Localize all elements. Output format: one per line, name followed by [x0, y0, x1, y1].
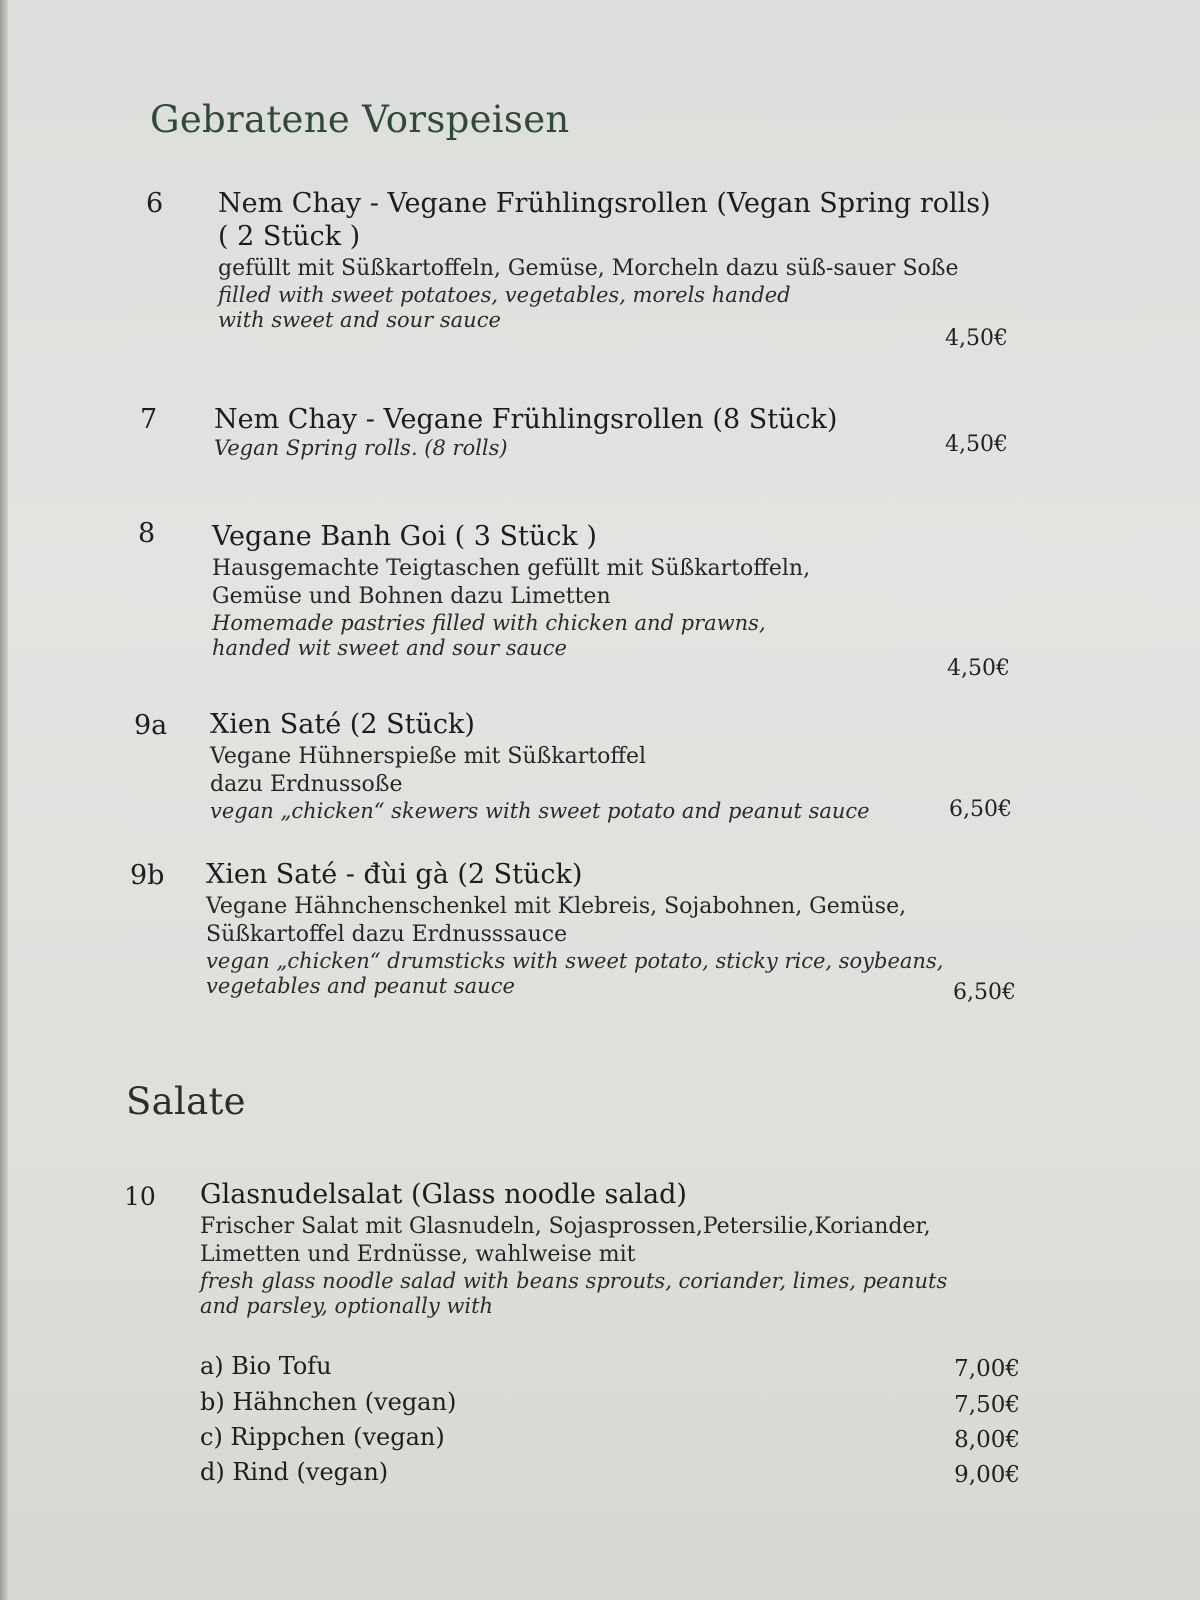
item-description-de: Gemüse und Bohnen dazu Limetten — [212, 584, 611, 609]
menu-item-6 — [218, 187, 991, 333]
item-number: 8 — [138, 518, 156, 549]
option-price-beef: 9,00€ — [954, 1462, 1020, 1488]
item-name: Xien Saté (2 Stück) — [210, 709, 475, 740]
item-description-de: Vegane Hühnerspieße mit Süßkartoffel — [210, 744, 647, 769]
item-description-en: vegan „chicken“ skewers with sweet potato and peanut sauce — [210, 799, 870, 823]
option-label-ribs: c) Rippchen (vegan) — [200, 1423, 445, 1451]
section-title-salads: Salate — [126, 1080, 246, 1123]
item-number: 10 — [124, 1182, 156, 1211]
item-description-en: with sweet and sour sauce — [218, 308, 501, 332]
menu-item-9a — [210, 708, 870, 824]
item-name: ( 2 Stück ) — [218, 221, 361, 252]
item-name: Glasnudelsalat (Glass noodle salad) — [200, 1179, 687, 1210]
item-description-de: gefüllt mit Süßkartoffeln, Gemüse, Morcheln dazu süß-sauer Soße — [218, 256, 959, 281]
menu-item-7 — [214, 403, 837, 461]
item-description-de: Limetten und Erdnüsse, wahlweise mit — [200, 1242, 636, 1267]
option-price-tofu: 7,00€ — [954, 1356, 1020, 1382]
item-description-de: dazu Erdnussoße — [210, 772, 403, 797]
item-name: Nem Chay - Vegane Frühlingsrollen (Vegan Spring rolls) — [218, 188, 991, 219]
option-price-ribs: 8,00€ — [954, 1427, 1020, 1453]
item-price: 4,50€ — [947, 656, 1010, 681]
item-description-en: filled with sweet potatoes, vegetables, morels handed — [218, 283, 791, 307]
option-label-tofu: a) Bio Tofu — [200, 1352, 332, 1380]
item-description-en: Homemade pastries filled with chicken and prawns, — [212, 611, 766, 635]
item-description-en: vegetables and peanut sauce — [206, 974, 515, 998]
option-label-chicken: b) Hähnchen (vegan) — [200, 1388, 457, 1416]
item-name: Nem Chay - Vegane Frühlingsrollen (8 Stück) — [214, 404, 838, 435]
item-name: Xien Saté - đùi gà (2 Stück) — [206, 859, 583, 890]
item-description-de: Süßkartoffel dazu Erdnusssauce — [206, 922, 568, 947]
item-description-en: vegan „chicken“ drumsticks with sweet potato, sticky rice, soybeans, — [206, 949, 944, 973]
menu-item-10 — [200, 1178, 947, 1319]
item-name: Vegane Banh Goi ( 3 Stück ) — [212, 521, 597, 552]
item-number: 9b — [130, 860, 165, 891]
item-description-de: Hausgemachte Teigtaschen gefüllt mit Süßkartoffeln, — [212, 556, 811, 581]
item-description-en: and parsley, optionally with — [200, 1294, 494, 1318]
item-description-en: handed wit sweet and sour sauce — [212, 636, 567, 660]
item-price: 6,50€ — [953, 980, 1016, 1005]
page-edge-shadow — [0, 0, 8, 1600]
item-number: 9a — [134, 710, 168, 741]
option-price-chicken: 7,50€ — [954, 1392, 1020, 1418]
item-price: 4,50€ — [945, 326, 1008, 351]
item-price: 4,50€ — [945, 432, 1008, 457]
item-number: 7 — [140, 404, 158, 435]
option-label-beef: d) Rind (vegan) — [200, 1458, 389, 1486]
item-description-de: Vegane Hähnchenschenkel mit Klebreis, Sojabohnen, Gemüse, — [206, 894, 907, 919]
section-title-fried-starters: Gebratene Vorspeisen — [150, 98, 570, 141]
item-number: 6 — [146, 188, 164, 219]
item-price: 6,50€ — [949, 797, 1012, 822]
item-description-de: Frischer Salat mit Glasnudeln, Sojasprossen,Petersilie,Koriander, — [200, 1214, 931, 1239]
item-description-en: fresh glass noodle salad with beans sprouts, coriander, limes, peanuts — [200, 1269, 948, 1293]
item-description-en: Vegan Spring rolls. (8 rolls) — [214, 436, 508, 460]
menu-item-8 — [212, 520, 810, 661]
menu-item-9b — [206, 858, 943, 999]
